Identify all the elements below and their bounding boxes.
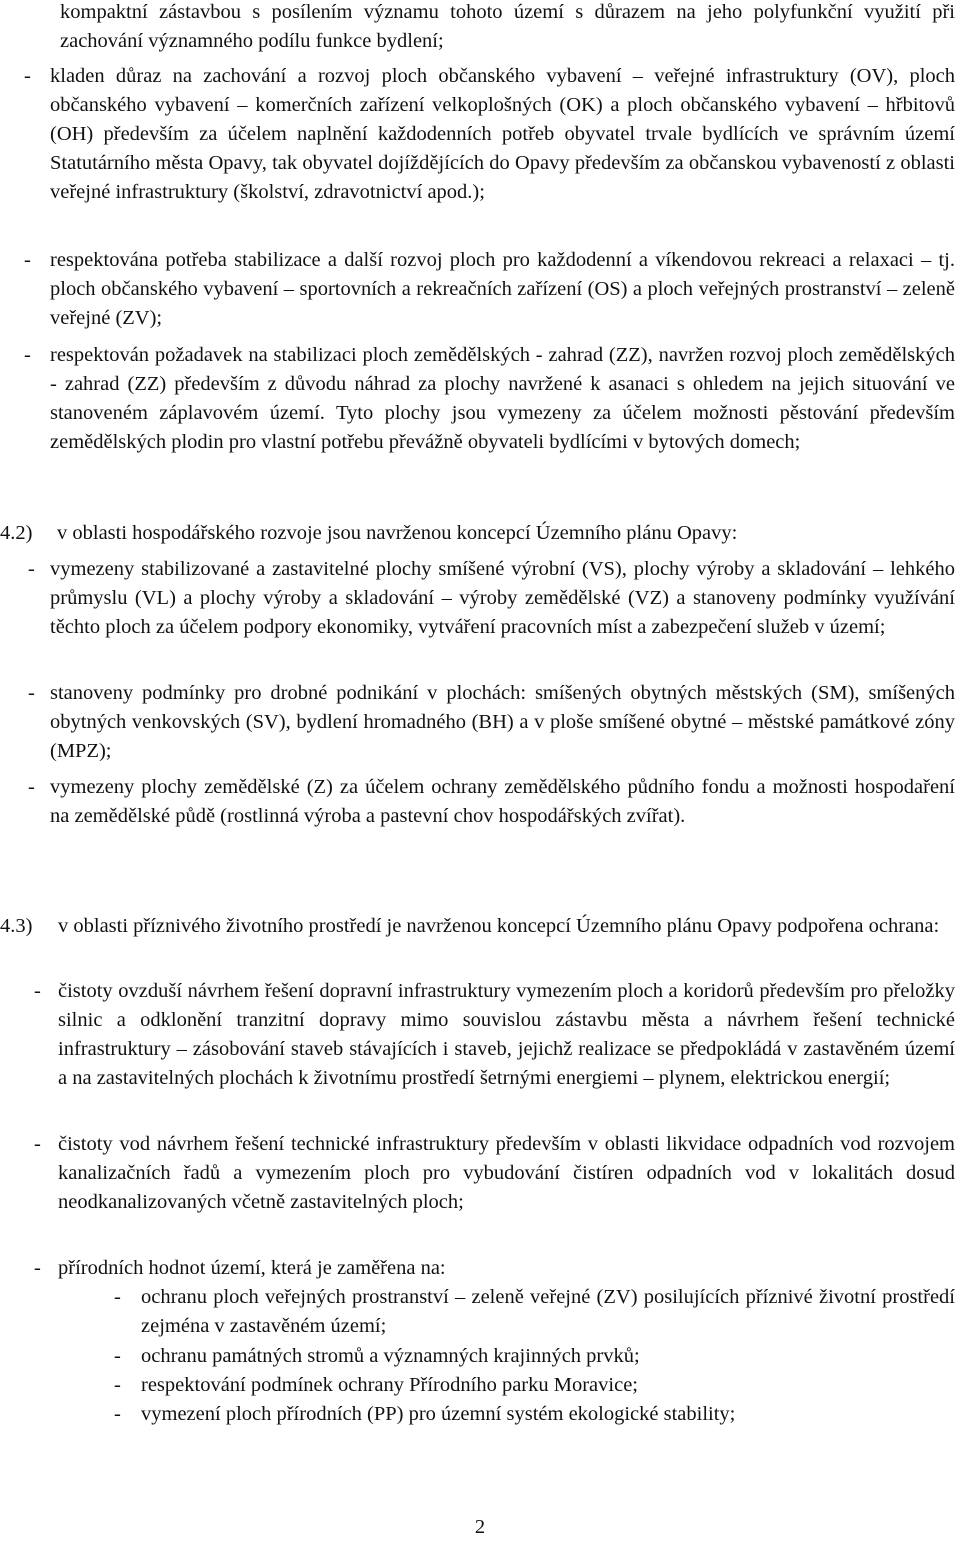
- list-marker: -: [114, 1286, 121, 1308]
- continuation-paragraph: kompaktní zástavbou s posílením významu tohoto území s důrazem na jeho polyfunkční využití při zachování významného podílu funkce bydlení;: [60, 1, 955, 52]
- list-item-text: vymezení ploch přírodních (PP) pro územní systém ekologické stability;: [141, 1403, 736, 1425]
- list-marker: -: [24, 249, 31, 271]
- list-item-text: kladen důraz na zachování a rozvoj ploch občanského vybavení – veřejné infrastruktury (OV), ploch občanského vybavení – komerčních zařízení velkoplošných (OK) a ploch občanského vybavení – hřbitovů (OH) především za účelem naplnění každodenních potřeb obyvatel trvale bydlících ve správním území Statutárního města Opavy, tak obyvatel dojíždějících do Opavy především za občanskou vybaveností z oblasti veřejné infrastruktury (školství, zdravotnictví apod.);: [50, 65, 955, 203]
- section-heading-text: v oblasti příznivého životního prostředí je navrženou koncepcí Územního plánu Opavy podpořena ochrana:: [58, 915, 940, 937]
- list-marker: -: [34, 1257, 41, 1279]
- list-marker: -: [114, 1403, 121, 1425]
- page-number: 2: [474, 1516, 486, 1538]
- list-item-text: vymezeny plochy zemědělské (Z) za účelem ochrany zemědělského půdního fondu a možnosti hospodaření na zemědělské půdě (rostlinná výroba a pastevní chov hospodářských zvířat).: [50, 776, 955, 827]
- list-marker: -: [34, 980, 41, 1002]
- list-marker: -: [24, 344, 31, 366]
- list-item-text: čistoty ovzduší návrhem řešení dopravní infrastruktury vymezením ploch a koridorů především pro přeložky silnic a odklonění tranzitní dopravy mimo souvislou zástavbu města a návrhem řešení technické infrastruktury – zásobování staveb stávajících i staveb, jejichž realizace se předpokládá v zastavěném území a na zastavitelných plochách k životnímu prostředí šetrnými energiemi – plynem, elektrickou energií;: [58, 980, 955, 1089]
- section-number: 4.2): [0, 522, 33, 544]
- list-marker: -: [34, 1133, 41, 1155]
- list-marker: -: [114, 1345, 121, 1367]
- list-item-text: stanoveny podmínky pro drobné podnikání v plochách: smíšených obytných městských (SM), smíšených obytných venkovských (SV), bydlení hromadného (BH) a v ploše smíšené obytné – městské památkové zóny (MPZ);: [50, 682, 955, 762]
- list-item-text: respektován požadavek na stabilizaci ploch zemědělských - zahrad (ZZ), navržen rozvoj ploch zemědělských - zahrad (ZZ) především z důvodu náhrad za plochy navržené k asanaci s ohledem na jejich situování ve stanoveném záplavovém území. Tyto plochy jsou vymezeny za účelem možnosti pěstování především zemědělských plodin pro vlastní potřebu převážně obyvateli bydlícími v bytových domech;: [50, 344, 955, 453]
- list-item-text: přírodních hodnot území, která je zaměřena na:: [58, 1257, 446, 1279]
- list-item-text: čistoty vod návrhem řešení technické infrastruktury především v oblasti likvidace odpadních vod rozvojem kanalizačních řadů a vymezením ploch pro vybudování čistíren odpadních vod v lokalitách dosud neodkanalizovaných včetně zastavitelných ploch;: [58, 1133, 955, 1213]
- list-item-text: respektování podmínek ochrany Přírodního parku Moravice;: [141, 1374, 638, 1396]
- list-marker: -: [114, 1374, 121, 1396]
- section-heading-text: v oblasti hospodářského rozvoje jsou navrženou koncepcí Územního plánu Opavy:: [57, 522, 738, 544]
- list-item-text: ochranu památných stromů a významných krajinných prvků;: [141, 1345, 640, 1367]
- list-marker: -: [28, 682, 35, 704]
- list-marker: -: [28, 776, 35, 798]
- list-item-text: respektována potřeba stabilizace a další rozvoj ploch pro každodenní a víkendovou rekreaci a relaxaci – tj. ploch občanského vybavení – sportovních a rekreačních zařízení (OS) a ploch veřejných prostranství – zeleně veřejné (ZV);: [50, 249, 955, 329]
- section-number: 4.3): [0, 915, 33, 937]
- list-marker: -: [24, 65, 31, 87]
- list-item-text: ochranu ploch veřejných prostranství – zeleně veřejné (ZV) posilujících příznivé životní prostředí zejména v zastavěném území;: [141, 1286, 955, 1337]
- list-marker: -: [28, 558, 35, 580]
- list-item-text: vymezeny stabilizované a zastavitelné plochy smíšené výrobní (VS), plochy výroby a skladování – lehkého průmyslu (VL) a plochy výroby a skladování – výroby zemědělské (VZ) a stanoveny podmínky využívání těchto ploch za účelem podpory ekonomiky, vytváření pracovních míst a zabezpečení služeb v území;: [50, 558, 955, 638]
